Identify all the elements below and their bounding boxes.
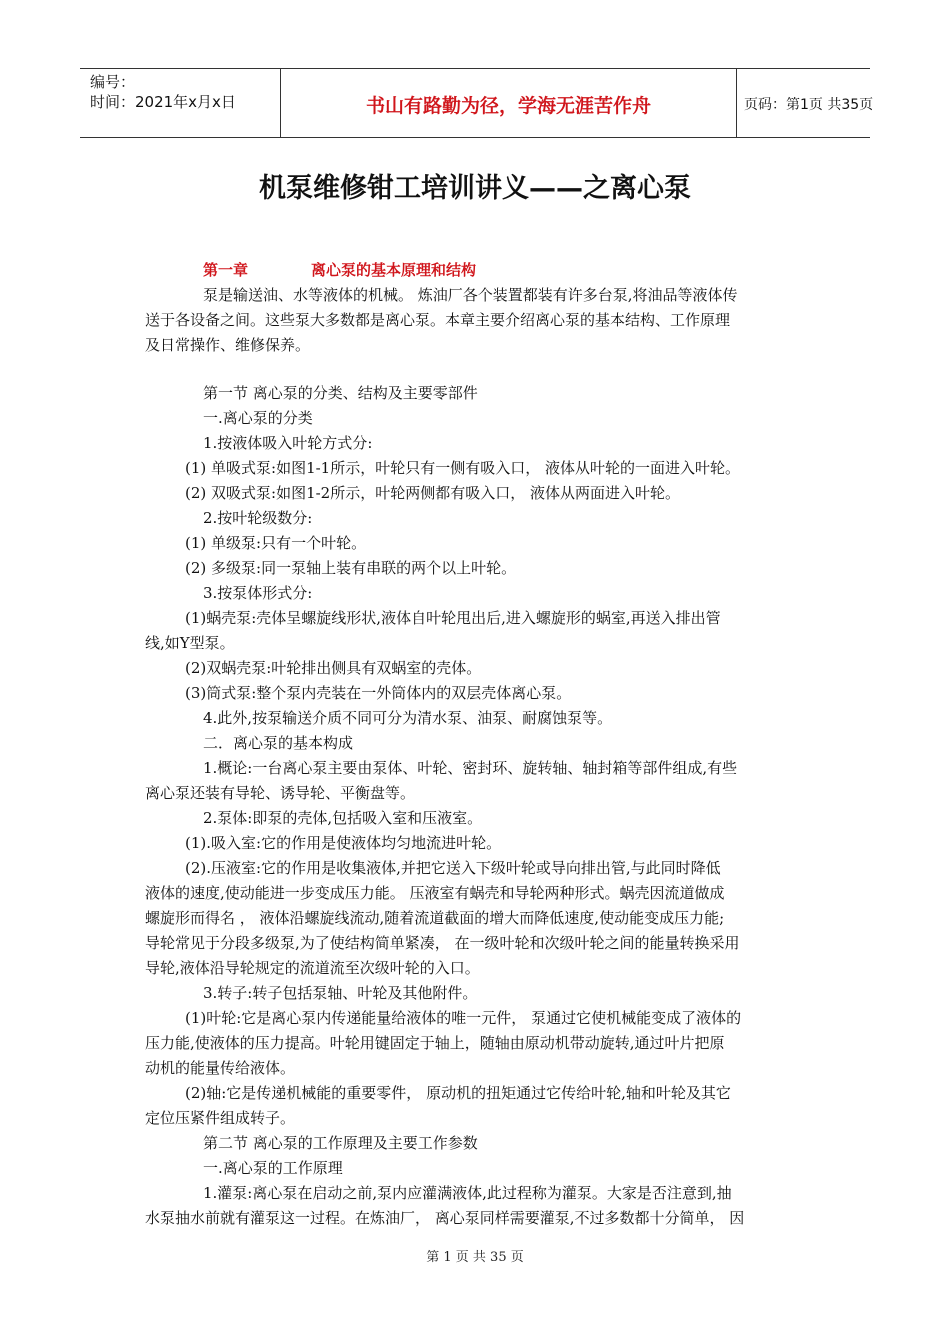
header-page-info: 页码：第1页 共35页 xyxy=(744,97,874,113)
body-line: (2) 双吸式泵:如图1-2所示，叶轮两侧都有吸入口， 液体从两面进入叶轮。 xyxy=(185,484,680,502)
body-line: (2)轴:它是传递机械能的重要零件， 原动机的扭矩通过它传给叶轮,轴和叶轮及其它 xyxy=(185,1084,731,1102)
page-footer: 第 1 页 共 35 页 xyxy=(426,1250,524,1265)
body-line: 导轮常见于分段多级泵,为了使结构简单紧凑， 在一级叶轮和次级叶轮之间的能量转换采用 xyxy=(145,934,740,952)
body-line: (2) 多级泵:同一泵轴上装有串联的两个以上叶轮。 xyxy=(185,559,517,577)
subsection-heading: 一.离心泵的分类 xyxy=(203,409,313,427)
chapter-heading xyxy=(203,259,476,280)
body-line: (1)叶轮:它是离心泵内传递能量给液体的唯一元件， 泵通过它使机械能变成了液体的 xyxy=(185,1009,742,1027)
body-line: 线,如Y型泵。 xyxy=(145,634,235,652)
body-line: (3)筒式泵:整个泵内壳装在一外筒体内的双层壳体离心泵。 xyxy=(185,684,572,702)
page-header xyxy=(80,68,874,138)
body-line: 1.概论:一台离心泵主要由泵体、叶轮、密封环、旋转轴、轴封箱等部件组成,有些 xyxy=(203,759,738,777)
body-line: 导轮,液体沿导轮规定的流道流至次级叶轮的入口。 xyxy=(145,959,480,977)
body-line: (2).压液室:它的作用是收集液体,并把它送入下级叶轮或导向排出管,与此同时降低 xyxy=(185,859,721,877)
body-line: (1) 单级泵:只有一个叶轮。 xyxy=(185,534,367,552)
header-motto-cell xyxy=(280,69,737,137)
header-info-cell xyxy=(80,69,280,137)
body-line: 螺旋形而得名 ， 液体沿螺旋线流动,随着流道截面的增大而降低速度,使动能变成压力能; xyxy=(145,909,725,927)
body-line: 及日常操作、维修保养。 xyxy=(145,336,311,354)
body-line: 2.泵体:即泵的壳体,包括吸入室和压液室。 xyxy=(203,809,483,827)
body-line: (2)双蜗壳泵:叶轮排出侧具有双蜗室的壳体。 xyxy=(185,659,482,677)
document-title: 机泵维修钳工培训讲义——之离心泵 xyxy=(259,173,691,204)
document-date: 时间：2021年x月x日 xyxy=(90,93,236,111)
body-line: 压力能,使液体的压力提高。叶轮用键固定于轴上，随轴由原动机带动旋转,通过叶片把原 xyxy=(145,1034,725,1052)
body-line: 动机的能量传给液体。 xyxy=(145,1059,296,1077)
document-number-label: 编号： xyxy=(90,73,136,91)
body-line: 液体的速度,使动能进一步变成压力能。 压液室有蜗壳和导轮两种形式。蜗壳因流道做成 xyxy=(145,884,725,902)
body-line: (1) 单吸式泵:如图1-1所示，叶轮只有一侧有吸入口， 液体从叶轮的一面进入叶轮。 xyxy=(185,459,740,477)
section-heading: 第一节 离心泵的分类、结构及主要零部件 xyxy=(203,384,478,402)
body-line: 3.转子:转子包括泵轴、叶轮及其他附件。 xyxy=(203,984,478,1002)
chapter-number: 第一章 xyxy=(203,261,249,279)
header-page-cell xyxy=(736,69,874,137)
body-line: (1).吸入室:它的作用是使液体均匀地流进叶轮。 xyxy=(185,834,502,852)
body-line: 4.此外,按泵输送介质不同可分为清水泵、油泵、耐腐蚀泵等。 xyxy=(203,709,613,727)
chapter-name: 离心泵的基本原理和结构 xyxy=(311,261,477,279)
header-motto: 书山有路勤为径，学海无涯苦作舟 xyxy=(365,95,651,117)
body-line: 定位压紧件组成转子。 xyxy=(145,1109,296,1127)
subsection-heading: 二．离心泵的基本构成 xyxy=(203,734,354,752)
body-line: 3.按泵体形式分: xyxy=(203,584,313,602)
body-line: 离心泵还装有导轮、诱导轮、平衡盘等。 xyxy=(145,784,416,802)
body-line: 1.灌泵:离心泵在启动之前,泵内应灌满液体,此过程称为灌泵。大家是否注意到,抽 xyxy=(203,1184,732,1202)
body-line: 1.按液体吸入叶轮方式分: xyxy=(203,434,373,452)
body-line: 水泵抽水前就有灌泵这一过程。在炼油厂， 离心泵同样需要灌泵,不过多数都十分简单， 因 xyxy=(145,1209,745,1227)
subsection-heading: 一.离心泵的工作原理 xyxy=(203,1159,343,1177)
body-line: 2.按叶轮级数分: xyxy=(203,509,313,527)
body-line: (1)蜗壳泵:壳体呈螺旋线形状,液体自叶轮甩出后,进入螺旋形的蜗室,再送入排出管 xyxy=(185,609,721,627)
body-line: 泵是输送油、水等液体的机械。 炼油厂各个装置都装有许多台泵,将油品等液体传 xyxy=(203,286,738,304)
body-line: 送于各设备之间。这些泵大多数都是离心泵。本章主要介绍离心泵的基本结构、工作原理 xyxy=(145,311,731,329)
section-heading: 第二节 离心泵的工作原理及主要工作参数 xyxy=(203,1134,478,1152)
